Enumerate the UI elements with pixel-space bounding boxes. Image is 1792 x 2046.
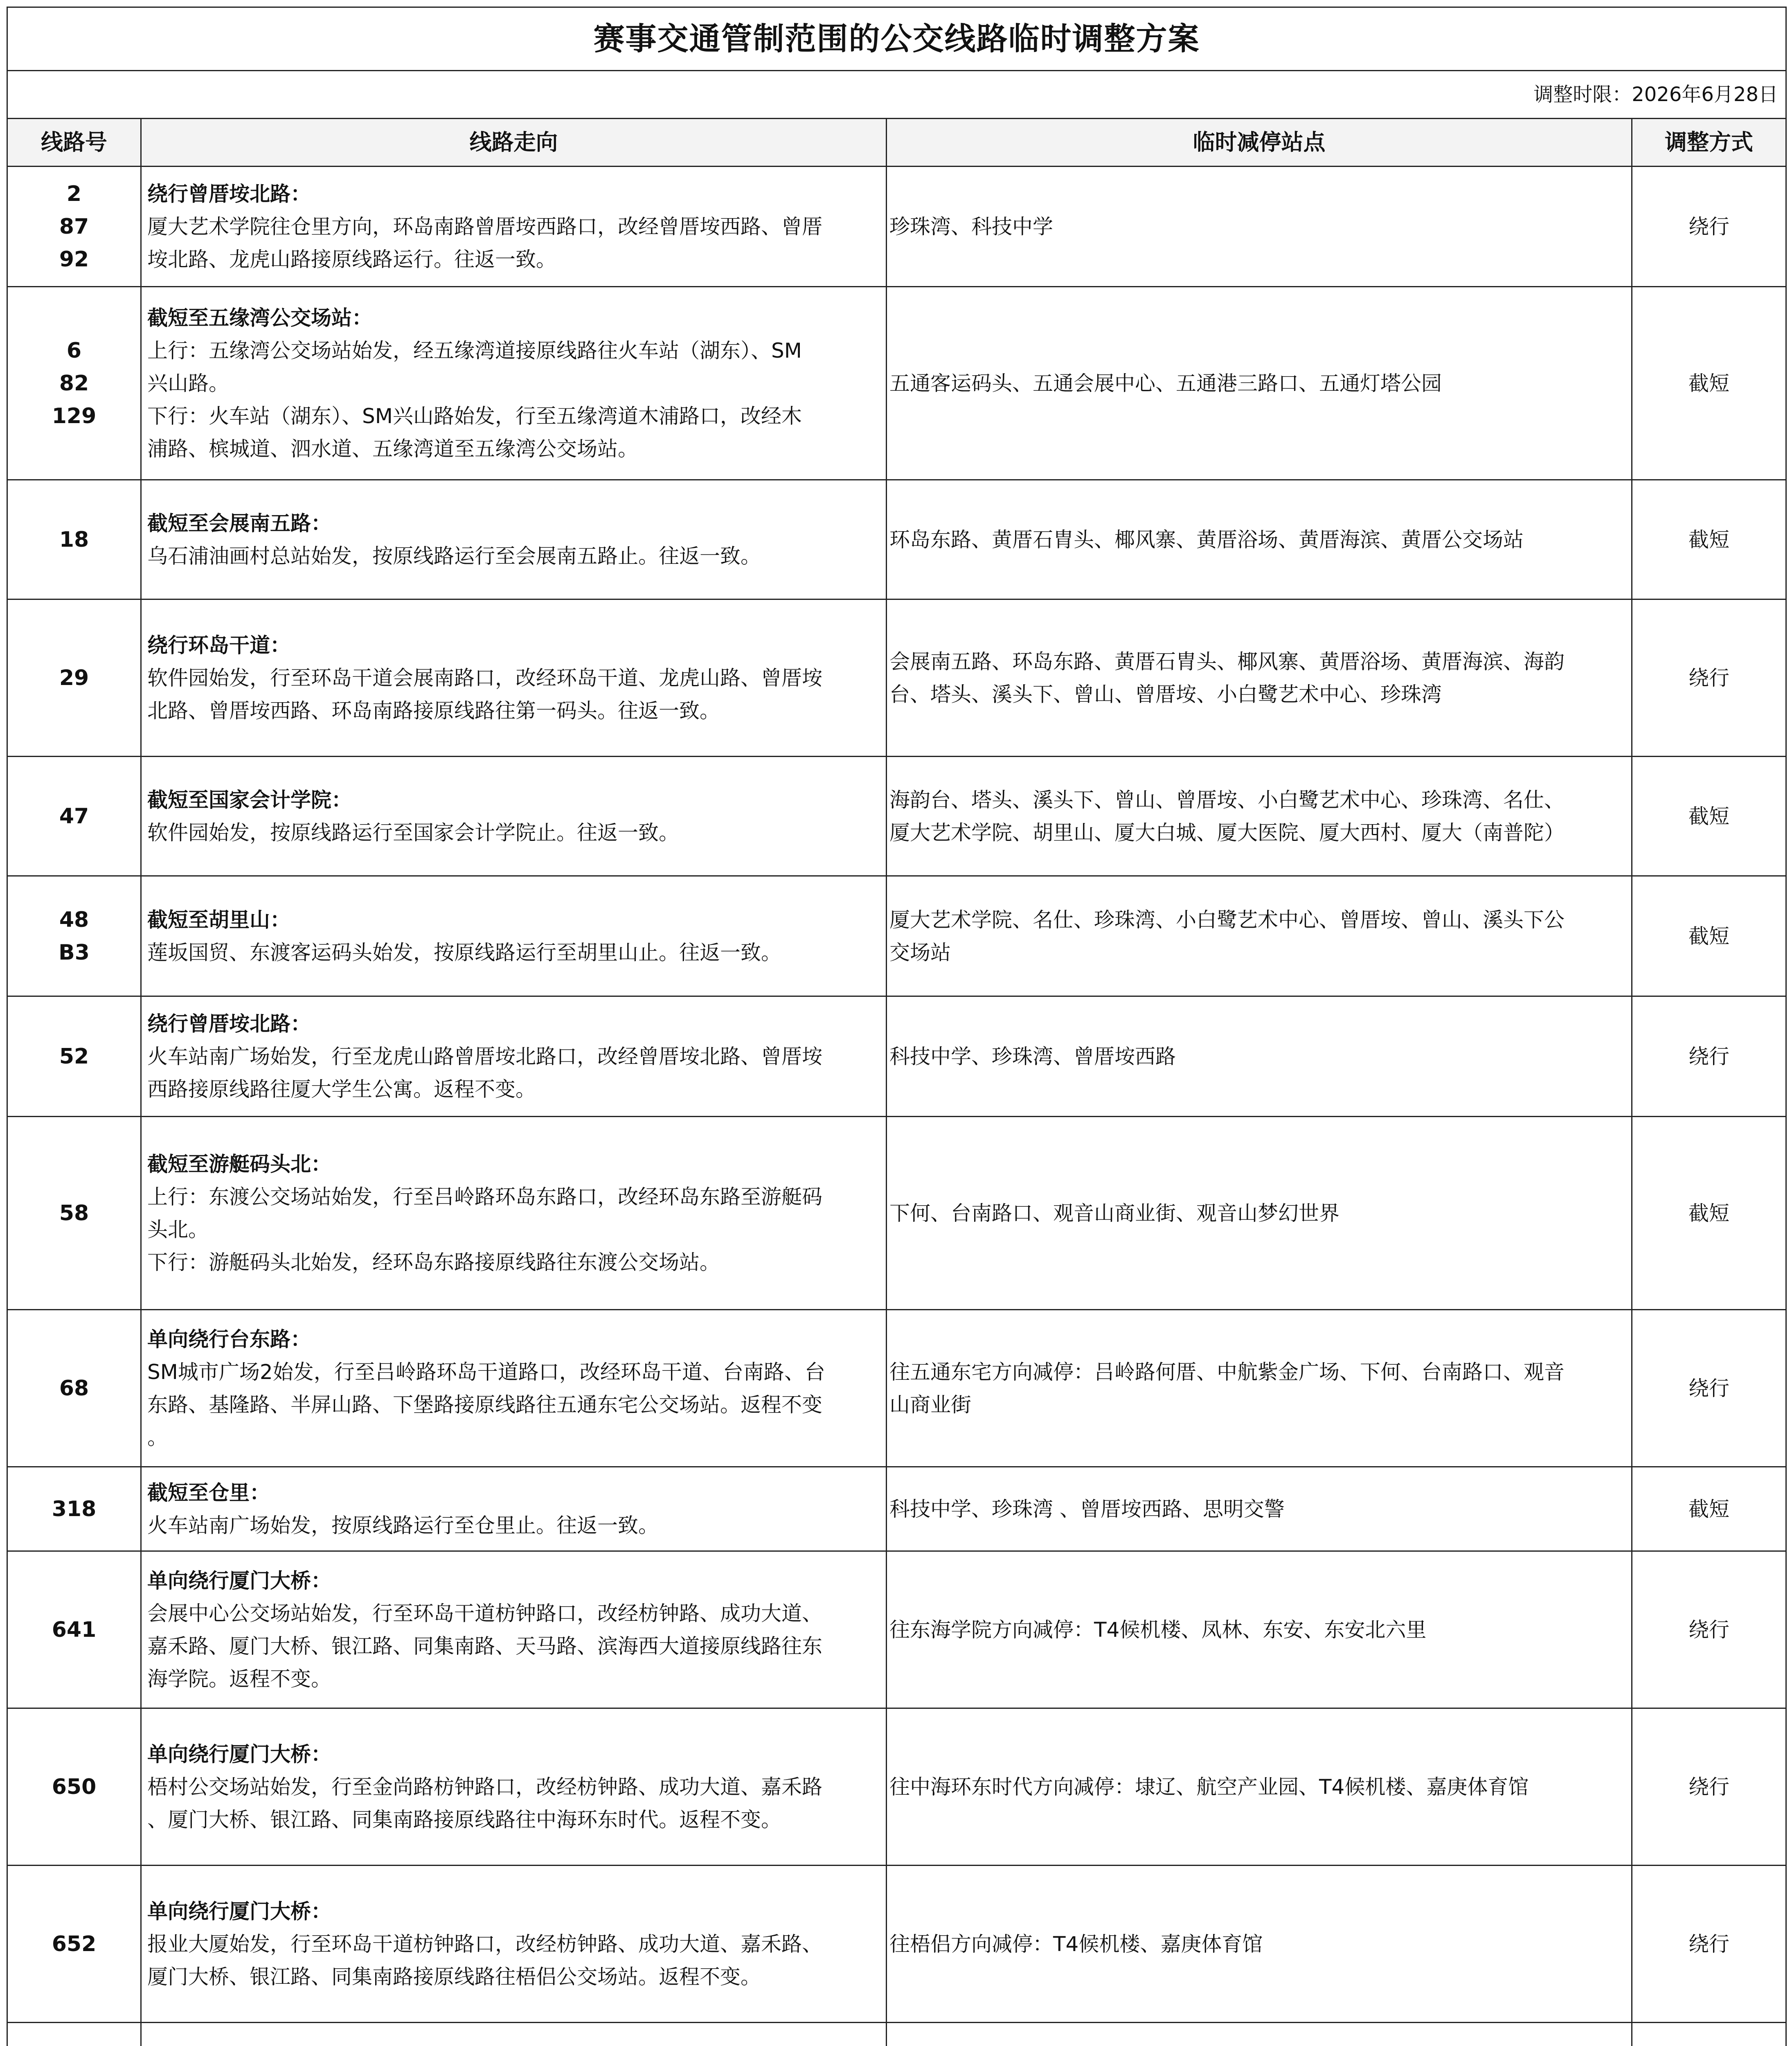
stops-text: 厦大艺术学院、胡里山、厦大白城、厦大医院、厦大西村、厦大（南普陀） bbox=[889, 820, 1565, 845]
line-number: 87 bbox=[59, 214, 89, 239]
table-row bbox=[7, 1708, 1786, 1866]
stops-text: 下何、台南路口、观音山商业街、观音山梦幻世界 bbox=[889, 1201, 1339, 1225]
stops-cell bbox=[887, 167, 1632, 287]
mode-cell: 绕行 bbox=[1632, 1310, 1786, 1467]
route-cell bbox=[141, 1310, 887, 1467]
route-title: 截短至会展南五路： bbox=[147, 511, 331, 535]
mode-cell: 绕行 bbox=[1632, 599, 1786, 757]
table-row bbox=[7, 287, 1786, 480]
line-number-cell bbox=[7, 599, 141, 757]
table-row bbox=[7, 996, 1786, 1117]
line-number-cell bbox=[7, 287, 141, 480]
stops-text: 往中海环东时代方向减停：埭辽、航空产业园、T4候机楼、嘉庚体育馆 bbox=[889, 1775, 1529, 1799]
line-number-cell bbox=[7, 1551, 141, 1708]
line-number: 58 bbox=[59, 1201, 89, 1226]
mode-cell: 截短 bbox=[1632, 876, 1786, 996]
stops-cell bbox=[887, 2023, 1632, 2046]
route-text: 厦门大桥、银江路、同集南路接原线路往梧侣公交场站。返程不变。 bbox=[147, 1965, 761, 1989]
title-row bbox=[7, 7, 1786, 71]
stops-cell bbox=[887, 876, 1632, 996]
route-text: 上行：五缘湾公交场站始发，经五缘湾道接原线路往火车站（湖东）、SM bbox=[147, 338, 802, 363]
stops-text: 交场站 bbox=[889, 940, 951, 964]
route-title: 单向绕行厦门大桥： bbox=[147, 1899, 331, 1923]
stops-cell bbox=[887, 1117, 1632, 1310]
line-number: 82 bbox=[59, 371, 89, 396]
stops-cell bbox=[887, 1866, 1632, 2023]
line-number-cell bbox=[7, 1310, 141, 1467]
mode-cell: 绕行 bbox=[1632, 1551, 1786, 1708]
route-cell bbox=[141, 2023, 887, 2046]
stops-cell bbox=[887, 757, 1632, 876]
table-row bbox=[7, 599, 1786, 757]
route-cell bbox=[141, 876, 887, 996]
route-text: 火车站南广场始发，行至龙虎山路曾厝垵北路口，改经曾厝垵北路、曾厝垵 bbox=[147, 1044, 822, 1068]
stops-cell bbox=[887, 1551, 1632, 1708]
line-number-cell bbox=[7, 757, 141, 876]
line-number: 641 bbox=[52, 1617, 97, 1642]
stops-text: 海韵台、塔头、溪头下、曾山、曾厝垵、小白鹭艺术中心、珍珠湾、名仕、 bbox=[889, 788, 1565, 812]
stops-cell bbox=[887, 287, 1632, 480]
stops-text: 往梧侣方向减停：T4候机楼、嘉庚体育馆 bbox=[889, 1932, 1263, 1956]
stops-text: 往五通东宅方向减停：吕岭路何厝、中航紫金广场、下何、台南路口、观音 bbox=[889, 1360, 1565, 1384]
route-text: 东路、基隆路、半屏山路、下堡路接原线路往五通东宅公交场站。返程不变 bbox=[147, 1393, 822, 1417]
stops-cell bbox=[887, 599, 1632, 757]
route-text: 会展中心公交场站始发，行至环岛干道枋钟路口，改经枋钟路、成功大道、 bbox=[147, 1601, 822, 1625]
route-title: 截短至胡里山： bbox=[147, 908, 290, 932]
table-row bbox=[7, 2023, 1786, 2046]
line-number-cell bbox=[7, 167, 141, 287]
route-text: 火车站南广场始发，按原线路运行至仓里止。往返一致。 bbox=[147, 1513, 659, 1537]
table-row bbox=[7, 1117, 1786, 1310]
line-number-cell bbox=[7, 1708, 141, 1866]
route-title: 单向绕行厦门大桥： bbox=[147, 1742, 331, 1766]
mode-cell: 截短 bbox=[1632, 757, 1786, 876]
line-number: 68 bbox=[59, 1376, 89, 1401]
route-text: 软件园始发，按原线路运行至国家会计学院止。往返一致。 bbox=[147, 820, 679, 845]
mode-cell bbox=[1632, 2023, 1786, 2046]
route-text: 北路、曾厝垵西路、环岛南路接原线路往第一码头。往返一致。 bbox=[147, 699, 720, 723]
route-text: 头北。 bbox=[147, 1217, 209, 1242]
adjustment-table bbox=[7, 7, 1787, 2046]
line-number: 48 bbox=[59, 907, 89, 932]
stops-cell bbox=[887, 480, 1632, 599]
line-number: B3 bbox=[59, 940, 90, 965]
table-row bbox=[7, 757, 1786, 876]
route-cell bbox=[141, 1866, 887, 2023]
route-text: 乌石浦油画村总站始发，按原线路运行至会展南五路止。往返一致。 bbox=[147, 544, 761, 568]
route-text: 厦大艺术学院往仓里方向，环岛南路曾厝垵西路口，改经曾厝垵西路、曾厝 bbox=[147, 214, 822, 239]
line-number: 318 bbox=[52, 1496, 97, 1521]
line-number: 652 bbox=[52, 1931, 97, 1956]
line-number: 18 bbox=[59, 527, 89, 552]
route-text: 上行：东渡公交场站始发，行至吕岭路环岛东路口，改经环岛东路至游艇码 bbox=[147, 1185, 822, 1209]
mode-cell: 绕行 bbox=[1632, 1708, 1786, 1866]
route-text: 。 bbox=[147, 1425, 168, 1449]
mode-cell: 截短 bbox=[1632, 480, 1786, 599]
mode-cell: 绕行 bbox=[1632, 1866, 1786, 2023]
mode-cell: 截短 bbox=[1632, 287, 1786, 480]
route-text: 下行：游艇码头北始发，经环岛东路接原线路往东渡公交场站。 bbox=[147, 1250, 720, 1274]
route-text: 梧村公交场站始发，行至金尚路枋钟路口，改经枋钟路、成功大道、嘉禾路 bbox=[147, 1775, 822, 1799]
route-title: 截短至游艇码头北： bbox=[147, 1152, 331, 1176]
table-row bbox=[7, 876, 1786, 996]
schedule-sheet bbox=[7, 7, 1785, 2046]
header-stops: 临时减停站点 bbox=[887, 119, 1632, 167]
route-text: 下行：火车站（湖东）、SM兴山路始发，行至五缘湾道木浦路口，改经木 bbox=[147, 404, 802, 428]
route-text: 报业大厦始发，行至环岛干道枋钟路口，改经枋钟路、成功大道、嘉禾路、 bbox=[147, 1932, 822, 1956]
table-row bbox=[7, 1866, 1786, 2023]
route-text: 莲坂国贸、东渡客运码头始发，按原线路运行至胡里山止。往返一致。 bbox=[147, 940, 781, 964]
line-number: 92 bbox=[59, 247, 89, 272]
route-cell bbox=[141, 167, 887, 287]
header-route: 线路走向 bbox=[141, 119, 887, 167]
route-text: 嘉禾路、厦门大桥、银江路、同集南路、天马路、滨海西大道接原线路往东 bbox=[147, 1634, 822, 1658]
document-title: 赛事交通管制范围的公交线路临时调整方案 bbox=[7, 7, 1786, 71]
route-title: 绕行曾厝垵北路： bbox=[147, 182, 311, 206]
stops-text: 五通客运码头、五通会展中心、五通港三路口、五通灯塔公园 bbox=[889, 371, 1442, 395]
period-row bbox=[7, 71, 1786, 119]
header-row bbox=[7, 119, 1786, 167]
stops-cell bbox=[887, 996, 1632, 1117]
route-text: 垵北路、龙虎山路接原线路运行。往返一致。 bbox=[147, 247, 556, 271]
table-row bbox=[7, 1551, 1786, 1708]
line-number-cell bbox=[7, 1117, 141, 1310]
stops-text: 往东海学院方向减停：T4候机楼、凤林、东安、东安北六里 bbox=[889, 1618, 1427, 1642]
stops-text: 厦大艺术学院、名仕、珍珠湾、小白鹭艺术中心、曾厝垵、曾山、溪头下公 bbox=[889, 908, 1565, 932]
table-row bbox=[7, 167, 1786, 287]
stops-text: 科技中学、珍珠湾、曾厝垵西路 bbox=[889, 1044, 1176, 1068]
adjustment-period: 调整时限：2026年6月28日 bbox=[7, 71, 1786, 119]
route-cell bbox=[141, 1117, 887, 1310]
route-cell bbox=[141, 1551, 887, 1708]
line-number-cell bbox=[7, 996, 141, 1117]
header-mode: 调整方式 bbox=[1632, 119, 1786, 167]
route-title: 截短至仓里： bbox=[147, 1480, 270, 1505]
line-number-cell bbox=[7, 1866, 141, 2023]
line-number: 650 bbox=[52, 1774, 97, 1799]
route-text: 兴山路。 bbox=[147, 371, 229, 395]
stops-text: 山商业街 bbox=[889, 1393, 971, 1417]
route-cell bbox=[141, 480, 887, 599]
table-row bbox=[7, 1310, 1786, 1467]
line-number: 47 bbox=[59, 804, 89, 829]
mode-cell: 截短 bbox=[1632, 1467, 1786, 1551]
line-number-cell bbox=[7, 876, 141, 996]
route-title: 截短至国家会计学院： bbox=[147, 788, 352, 812]
line-number-cell bbox=[7, 1467, 141, 1551]
line-number: 29 bbox=[59, 665, 89, 690]
line-number-cell bbox=[7, 2023, 141, 2046]
route-text: 西路接原线路往厦大学生公寓。返程不变。 bbox=[147, 1077, 536, 1101]
line-number: 6 bbox=[66, 338, 82, 363]
route-cell bbox=[141, 599, 887, 757]
route-text: SM城市广场2始发，行至吕岭路环岛干道路口，改经环岛干道、台南路、台 bbox=[147, 1360, 825, 1384]
stops-text: 科技中学、珍珠湾 、曾厝垵西路、思明交警 bbox=[889, 1497, 1285, 1521]
route-text: 软件园始发，行至环岛干道会展南路口，改经环岛干道、龙虎山路、曾厝垵 bbox=[147, 666, 822, 690]
line-number: 129 bbox=[52, 403, 97, 428]
stops-text: 会展南五路、环岛东路、黄厝石胄头、椰风寨、黄厝浴场、黄厝海滨、海韵 bbox=[889, 649, 1565, 674]
route-cell bbox=[141, 287, 887, 480]
mode-cell: 截短 bbox=[1632, 1117, 1786, 1310]
mode-cell: 绕行 bbox=[1632, 996, 1786, 1117]
route-title: 绕行曾厝垵北路： bbox=[147, 1012, 311, 1036]
stops-text: 珍珠湾、科技中学 bbox=[889, 214, 1053, 239]
table-row bbox=[7, 1467, 1786, 1551]
line-number: 52 bbox=[59, 1044, 89, 1069]
route-title: 单向绕行厦门大桥： bbox=[147, 1568, 331, 1593]
route-title: 单向绕行台东路： bbox=[147, 1327, 311, 1351]
table-row bbox=[7, 480, 1786, 599]
route-text: 海学院。返程不变。 bbox=[147, 1667, 331, 1691]
route-text: 浦路、槟城道、泗水道、五缘湾道至五缘湾公交场站。 bbox=[147, 437, 638, 461]
stops-cell bbox=[887, 1310, 1632, 1467]
route-cell bbox=[141, 996, 887, 1117]
line-number-cell bbox=[7, 480, 141, 599]
route-title: 绕行环岛干道： bbox=[147, 633, 290, 657]
mode-cell: 绕行 bbox=[1632, 167, 1786, 287]
stops-text: 台、塔头、溪头下、曾山、曾厝垵、小白鹭艺术中心、珍珠湾 bbox=[889, 682, 1442, 706]
stops-cell bbox=[887, 1467, 1632, 1551]
header-line-no: 线路号 bbox=[7, 119, 141, 167]
line-number: 2 bbox=[66, 181, 82, 206]
route-text: 、厦门大桥、银江路、同集南路接原线路往中海环东时代。返程不变。 bbox=[147, 1807, 781, 1832]
route-cell bbox=[141, 757, 887, 876]
stops-cell bbox=[887, 1708, 1632, 1866]
route-cell bbox=[141, 1467, 887, 1551]
stops-text: 环岛东路、黄厝石胄头、椰风寨、黄厝浴场、黄厝海滨、黄厝公交场站 bbox=[889, 527, 1524, 552]
route-title: 截短至五缘湾公交场站： bbox=[147, 306, 372, 330]
route-cell bbox=[141, 1708, 887, 1866]
